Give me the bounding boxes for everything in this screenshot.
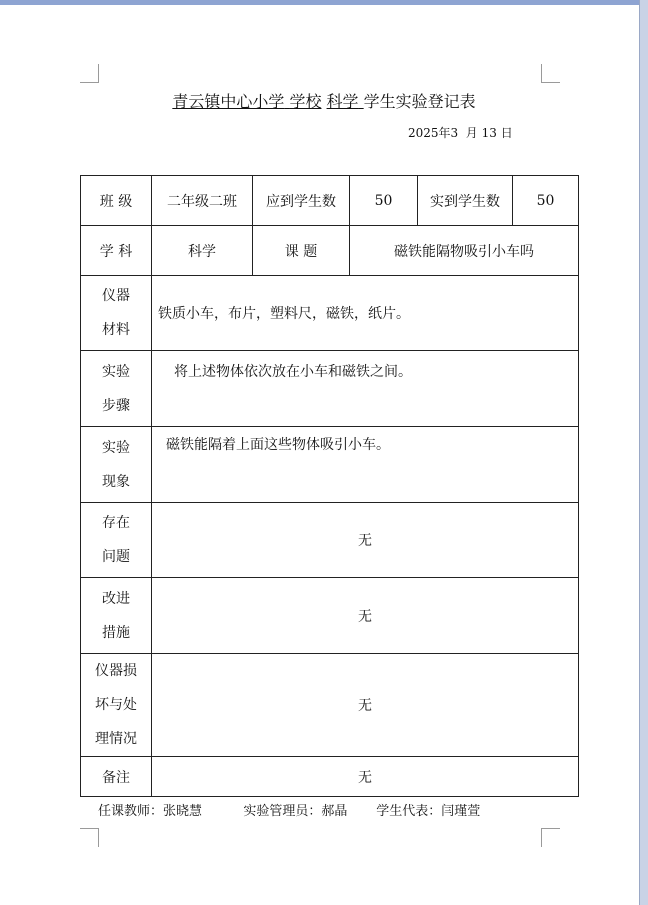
damage-value: 无 <box>152 654 579 757</box>
crop-mark-bottom-right <box>541 828 560 847</box>
table-row <box>81 578 579 654</box>
equipment-value: 铁质小车，布片，塑料尺，磁铁，纸片。 <box>152 276 579 351</box>
damage-label: 仪器损 坏与处 理情况 <box>81 654 152 757</box>
crop-mark-bottom-left <box>80 828 99 847</box>
title-subject: 科学 <box>326 92 359 111</box>
table-row <box>81 276 579 351</box>
table-row <box>81 427 579 503</box>
topic-value: 磁铁能隔物吸引小车吗 <box>350 226 579 276</box>
title-rest: 学生实验登记表 <box>363 92 476 111</box>
actual-students-value: 50 <box>513 176 579 226</box>
phenomenon-label: 实验 现象 <box>81 427 152 503</box>
table-row <box>81 757 579 797</box>
improvements-value: 无 <box>152 578 579 654</box>
expected-students-value: 50 <box>350 176 418 226</box>
title-school-suffix: 学校 <box>289 92 322 111</box>
class-value: 二年级二班 <box>152 176 253 226</box>
steps-value: 将上述物体依次放在小车和磁铁之间。 <box>152 351 579 427</box>
phenomenon-value: 磁铁能隔着上面这些物体吸引小车。 <box>152 427 579 503</box>
crop-mark-top-right <box>541 64 560 83</box>
window-top-border <box>0 0 648 5</box>
teacher-signature: 任课教师：张晓慧 <box>98 804 203 819</box>
table-row <box>81 351 579 427</box>
improvements-label: 改进 措施 <box>81 578 152 654</box>
problems-value: 无 <box>152 503 579 578</box>
experiment-record-table <box>80 175 579 797</box>
document-date: 2025年3 月 13 日 <box>408 126 513 140</box>
signature-footer <box>98 800 480 819</box>
title-school: 青云镇中心小学 <box>172 92 285 111</box>
steps-label: 实验 步骤 <box>81 351 152 427</box>
table-row <box>81 226 579 276</box>
student-rep-signature: 学生代表：闫瑾萱 <box>376 804 481 819</box>
actual-students-label: 实到学生数 <box>418 176 513 226</box>
document-title <box>0 89 648 112</box>
expected-students-label: 应到学生数 <box>253 176 350 226</box>
crop-mark-top-left <box>80 64 99 83</box>
subject-value: 科学 <box>152 226 253 276</box>
table-row <box>81 654 579 757</box>
topic-label: 课 题 <box>253 226 350 276</box>
page-scroll-edge <box>639 0 648 905</box>
problems-label: 存在 问题 <box>81 503 152 578</box>
class-label: 班 级 <box>81 176 152 226</box>
subject-label: 学 科 <box>81 226 152 276</box>
table-row <box>81 176 579 226</box>
table-row <box>81 503 579 578</box>
remarks-label: 备注 <box>81 757 152 797</box>
remarks-value: 无 <box>152 757 579 797</box>
equipment-label: 仪器 材料 <box>81 276 152 351</box>
manager-signature: 实验管理员：郝晶 <box>243 804 348 819</box>
